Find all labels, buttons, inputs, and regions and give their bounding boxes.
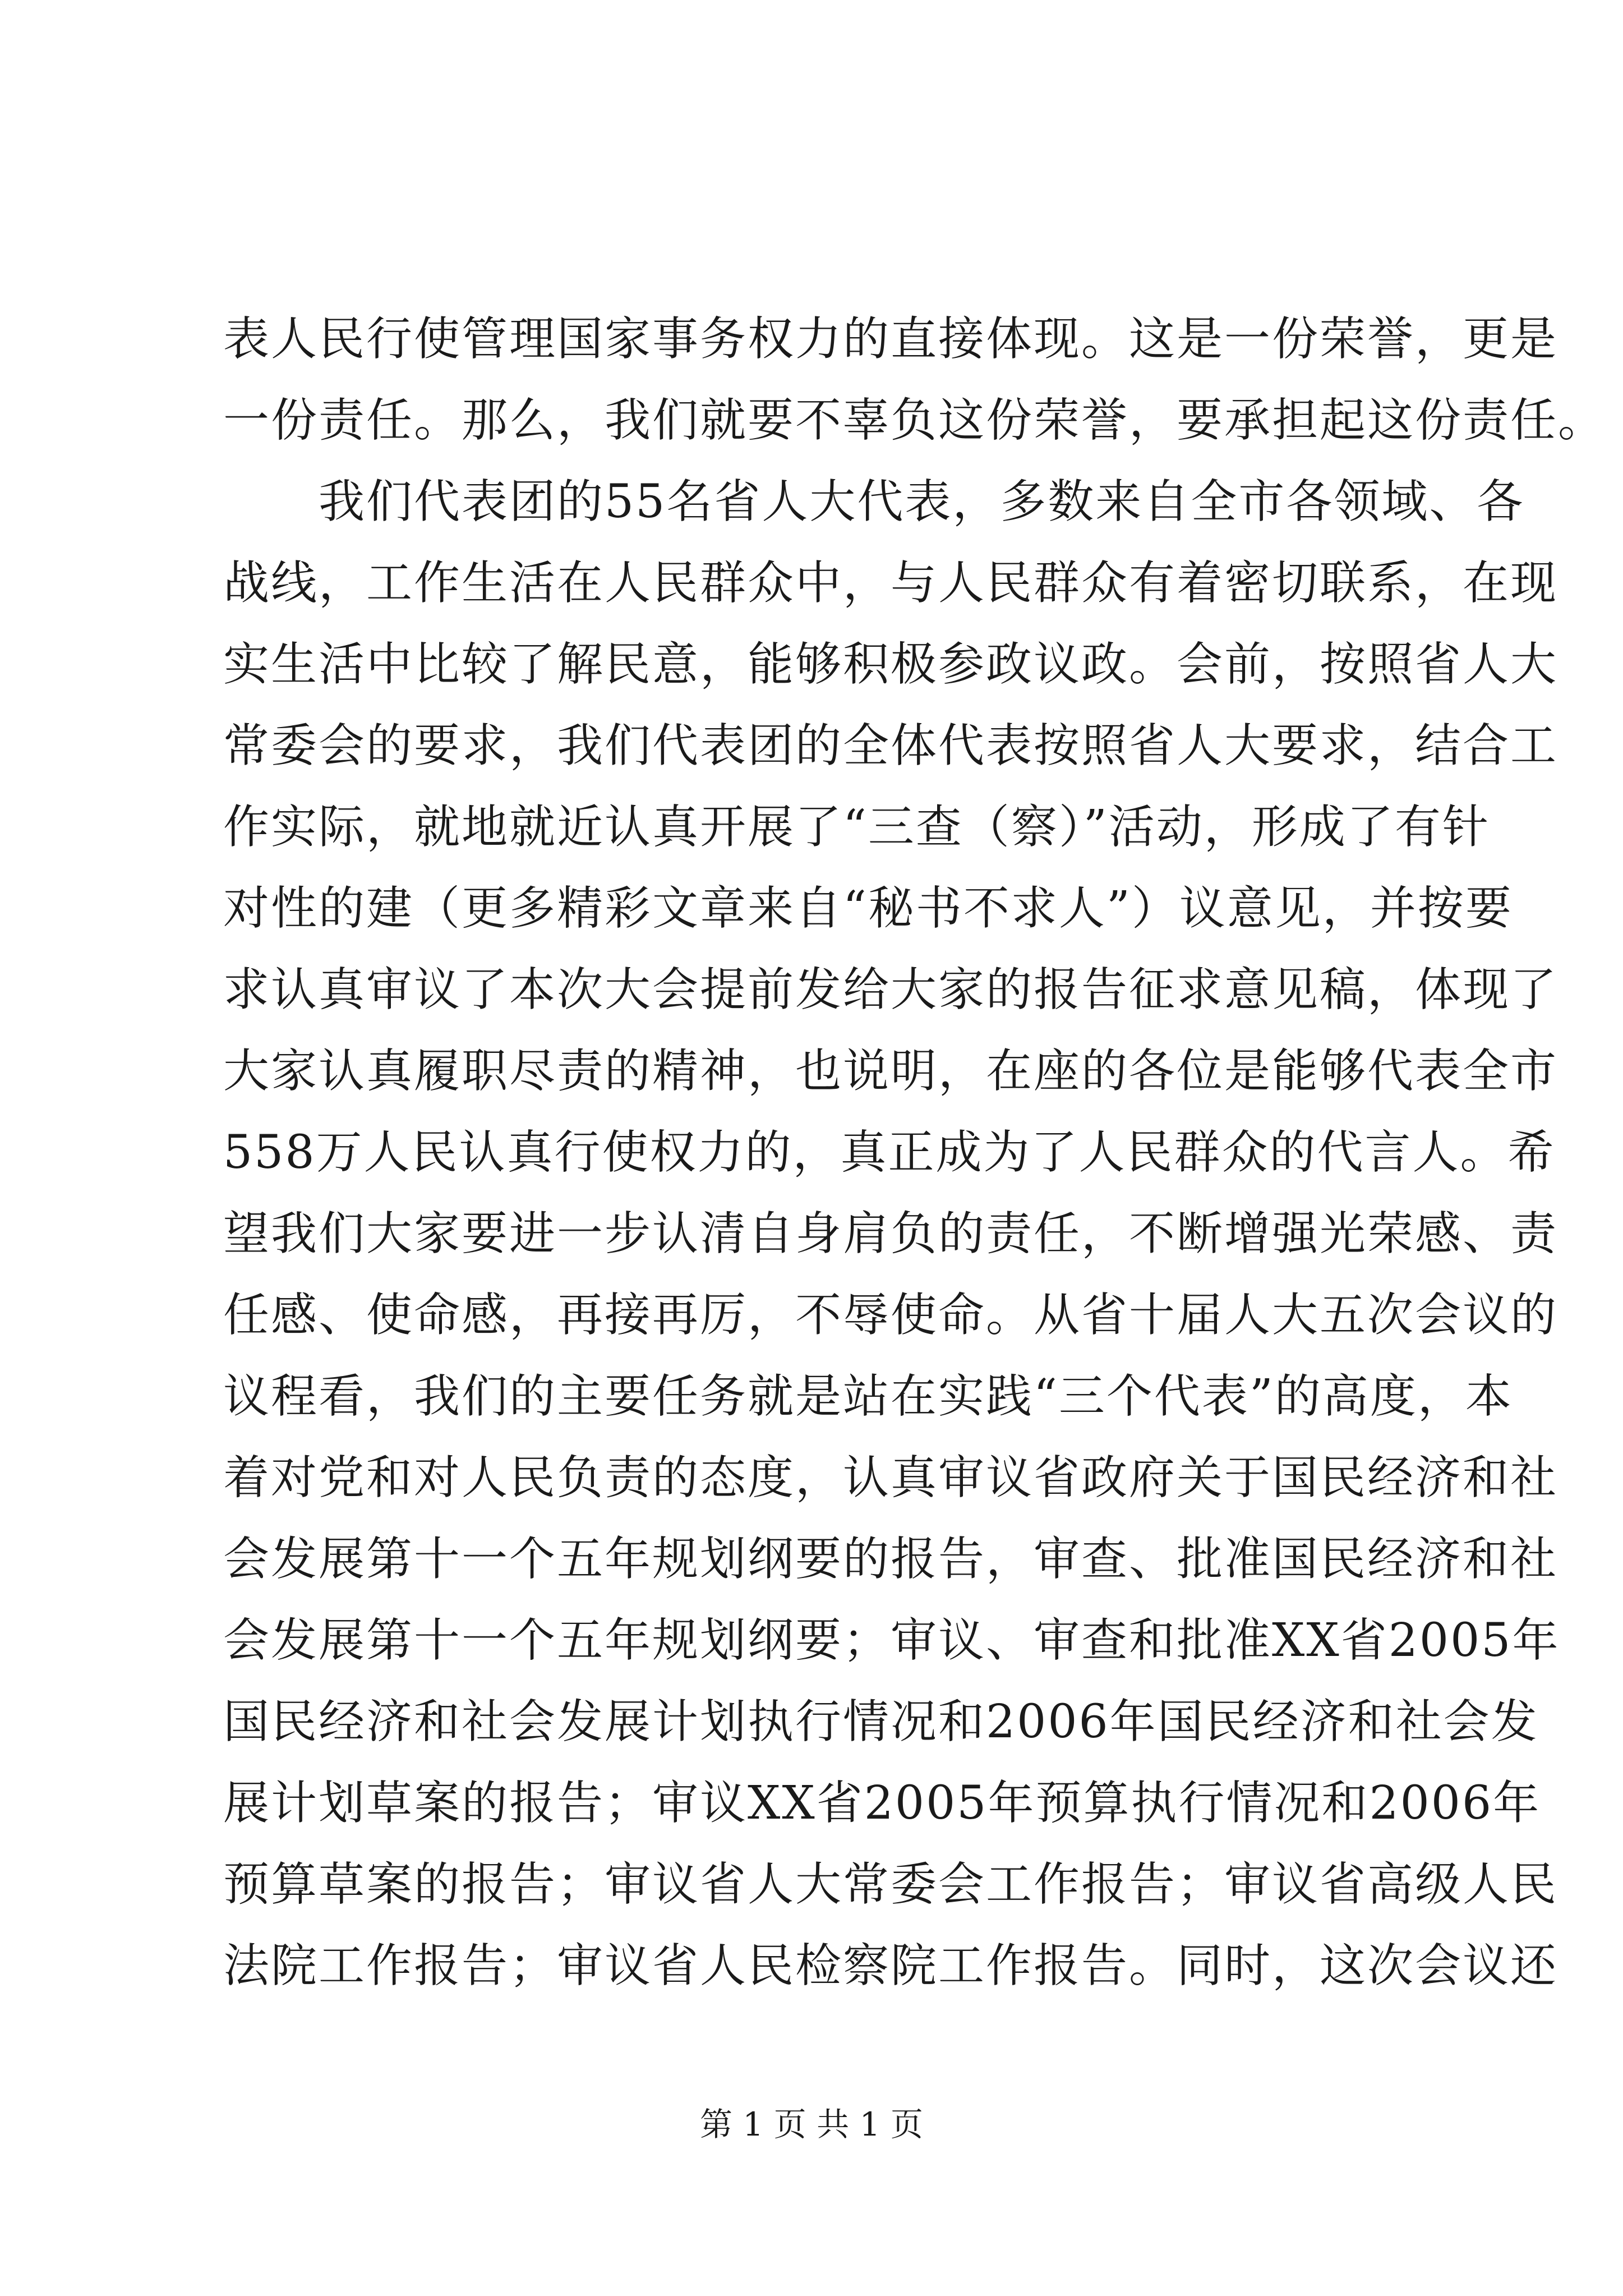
body-text	[223, 298, 1606, 2007]
text-line: 558万人民认真行使权力的，真正成为了人民群众的代言人。希	[223, 1126, 1556, 1179]
text-line: 常委会的要求，我们代表团的全体代表按照省人大要求，结合工	[223, 719, 1559, 772]
text-line: 着对党和对人民负责的态度，认真审议省政府关于国民经济和社	[223, 1451, 1559, 1504]
text-line: 会发展第十一个五年规划纲要的报告，审查、批准国民经济和社	[223, 1533, 1559, 1586]
text-line: 展计划草案的报告；审议XX省2005年预算执行情况和2006年	[223, 1777, 1541, 1830]
text-line: 法院工作报告；审议省人民检察院工作报告。同时，这次会议还	[223, 1939, 1559, 1993]
text-line: 表人民行使管理国家事务权力的直接体现。这是一份荣誉，更是	[223, 312, 1559, 366]
text-line: 望我们大家要进一步认清自身肩负的责任，不断增强光荣感、责	[223, 1207, 1559, 1260]
text-line: 会发展第十一个五年规划纲要；审议、审查和批准XX省2005年	[223, 1614, 1560, 1667]
text-line: 求认真审议了本次大会提前发给大家的报告征求意见稿，体现了	[223, 963, 1559, 1016]
paragraph-2	[223, 461, 1560, 2007]
text-line: 任感、使命感，再接再厉，不辱使命。从省十届人大五次会议的	[223, 1289, 1559, 1342]
text-line: 对性的建（更多精彩文章来自“秘书不求人”）议意见，并按要	[223, 882, 1513, 935]
text-line: 国民经济和社会发展计划执行情况和2006年国民经济和社会发	[223, 1695, 1539, 1749]
text-line: 实生活中比较了解民意，能够积极参政议政。会前，按照省人大	[223, 638, 1559, 691]
text-line: 战线，工作生活在人民群众中，与人民群众有着密切联系，在现	[223, 556, 1559, 610]
text-line: 我们代表团的55名省人大代表，多数来自全市各领域、各	[319, 475, 1525, 528]
text-line: 大家认真履职尽责的精神，也说明，在座的各位是能够代表全市	[223, 1045, 1559, 1098]
text-line: 一份责任。那么，我们就要不辜负这份荣誉，要承担起这份责任。	[223, 394, 1606, 447]
text-line: 议程看，我们的主要任务就是站在实践“三个代表”的高度，本	[223, 1370, 1513, 1423]
text-line: 作实际，就地就近认真开展了“三查（察）”活动，形成了有针	[223, 800, 1490, 854]
page-footer: 第 1 页 共 1 页	[700, 2105, 923, 2143]
paragraph-1	[223, 298, 1606, 461]
text-line: 预算草案的报告；审议省人大常委会工作报告；审议省高级人民	[223, 1858, 1559, 1911]
